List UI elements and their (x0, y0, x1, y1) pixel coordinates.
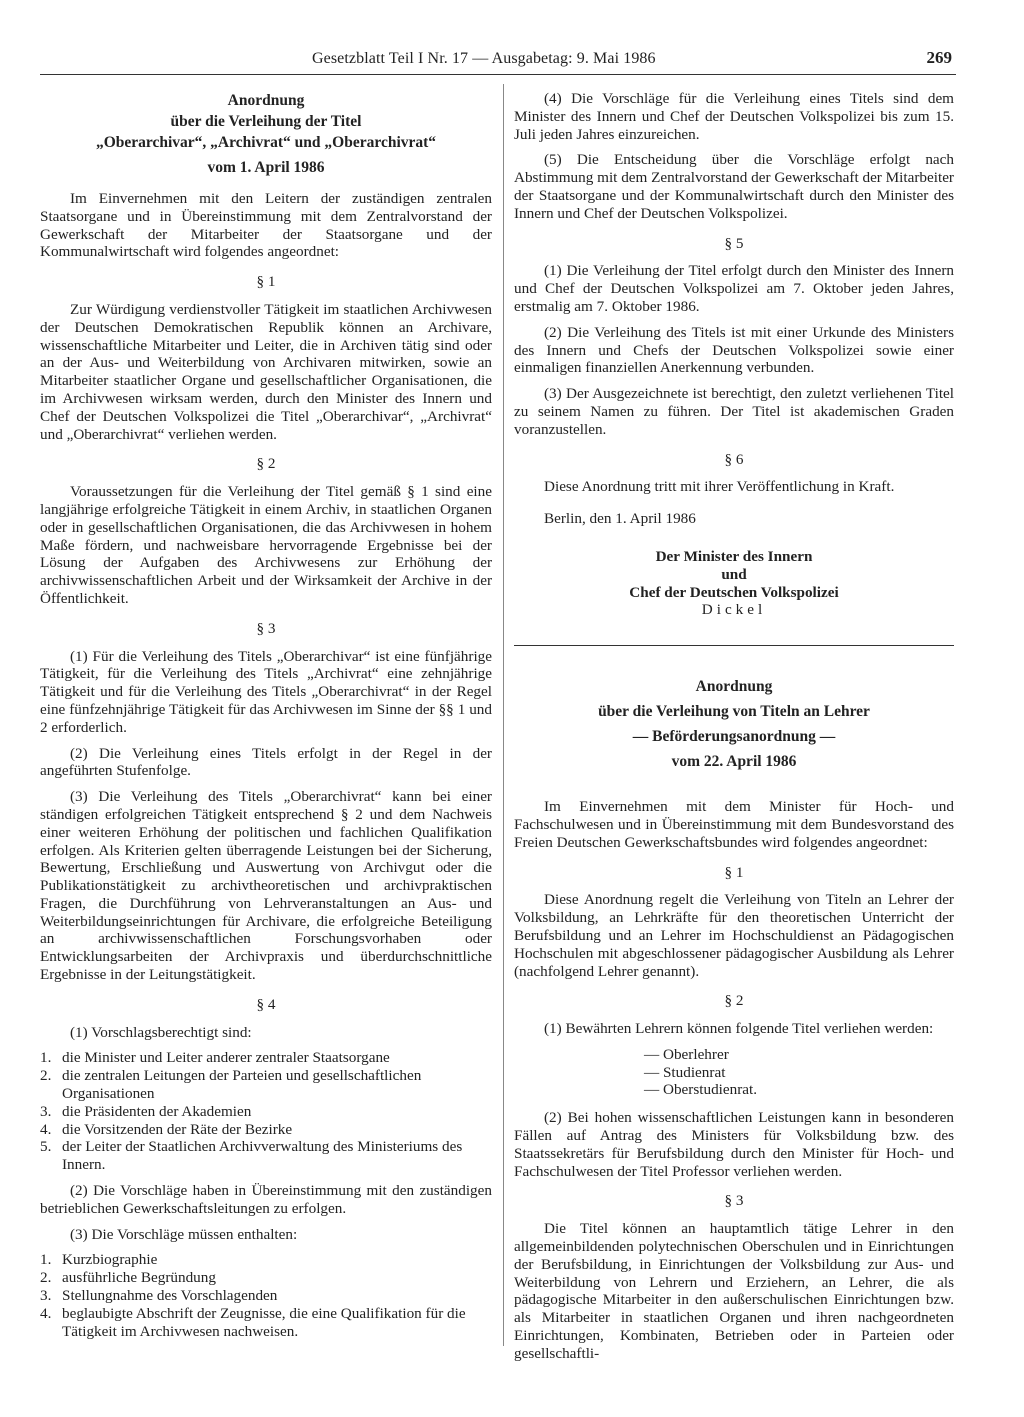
paragraph: (5) Die Entscheidung über die Vorschläge erfolgt nach Abstimmung mit dem Zentralvorstand der Gewerkschaft der Mitarbeiter der Staatsorgane und der Kommunalwirtschaft durch den Minister des Innern und Chef der Deutschen Volkspolizei. (514, 151, 954, 222)
doc2-title-line: — Beförderungsanordnung — (632, 728, 836, 746)
doc2-title-date: vom 22. April 1986 (671, 753, 797, 771)
paragraph: (2) Bei hohen wissenschaftlichen Leistungen kann in besonderen Fällen auf Antrag des Ministers für Volksbildung bzw. des Staatssekretärs für Berufsbildung durch den Minister für Hoch- und Fachschulwesen der Titel Professor verliehen werden. (514, 1109, 954, 1180)
list-item: — Oberlehrer (644, 1046, 954, 1064)
section-text: Voraussetzungen für die Verleihung der Titel gemäß § 1 sind eine langjährige erfolgreiche Tätigkeit in einem Archiv, in staatlichen Organen oder in gesellschaftlichen Organisationen, die das Archivwesen in hohem Maße fördern, und nachweisbare hervorragende Ergebnisse bei der Lösung der Aufgaben des Archivwesens zur Erhöhung der archivwissenschaftlichen Arbeit und der Wirksamkeit der Archive in der Öffentlichkeit. (40, 483, 492, 607)
paragraph: (1) Die Verleihung der Titel erfolgt durch den Minister des Innern und Chef der Deutschen Volkspolizei am 7. Oktober jeden Jahres, erstmalig am 7. Oktober 1986. (514, 262, 954, 315)
titles-list (644, 1046, 954, 1099)
paragraph: (1) Vorschlagsberechtigt sind: (70, 1023, 252, 1041)
doc2-title-line: über die Verleihung von Titeln an Lehrer (598, 703, 870, 721)
header-text: Gesetzblatt Teil I Nr. 17 — Ausgabetag: 9. Mai 1986 (312, 50, 656, 67)
right-column (514, 90, 954, 1371)
signature-line: und (721, 565, 747, 583)
doc1-title-line: Anordnung (227, 92, 305, 109)
doc2-title-line: Anordnung (695, 678, 773, 696)
contents-list (40, 1251, 492, 1340)
list-item: — Oberstudienrat. (644, 1081, 954, 1099)
section-heading: § 5 (724, 234, 744, 252)
document-divider (514, 645, 954, 646)
list-item: 5. der Leiter der Staatlichen Archivverwaltung des Ministeriums des Innern. (40, 1138, 463, 1174)
place-date: Berlin, den 1. April 1986 (544, 510, 696, 528)
section-heading: § 2 (724, 992, 744, 1010)
paragraph: (2) Die Verleihung des Titels ist mit einer Urkunde des Ministers des Innern und Chefs der Deutschen Volkspolizei sowie einer einmaligen finanziellen Anerkennung verbunden. (514, 323, 954, 377)
paragraph: (2) Die Verleihung eines Titels erfolgt in der Regel in der angeführten Stufenfolge. (40, 744, 492, 780)
doc1-title-line: über die Verleihung der Titel (170, 113, 362, 130)
signature-line: Der Minister des Innern (655, 547, 813, 565)
section-text: Die Titel können an hauptamtlich tätige Lehrer in den allgemeinbildenden polytechnischen Oberschulen und in Einrichtungen der Berufsbildung, in Einrichtungen der Volksbildung zur Aus- und Weiterbildung von Lehrern und Erziehern, an Lehrer, die als pädagogische Mitarbeiter in den außerschulischen Einrichtungen bzw. als Mitarbeiter in staatlichen Organen und ihren nachgeordneten Einrichtungen, Kombinaten, Betrieben oder in Parteien oder gesellschaftli- (514, 1220, 954, 1362)
section-heading: § 1 (256, 273, 276, 291)
paragraph: (3) Der Ausgezeichnete ist berechtigt, den zuletzt verliehenen Titel zu seinem Namen zu führen. Der Titel ist akademischen Graden voranzustellen. (514, 385, 954, 438)
list-item: 2. ausführliche Begründung (40, 1269, 216, 1287)
section-text: Diese Anordnung tritt mit ihrer Veröffentlichung in Kraft. (544, 478, 895, 496)
section-heading: § 3 (256, 619, 276, 637)
signature-name: Dickel (701, 601, 767, 619)
proposers-list (40, 1049, 492, 1174)
left-column (40, 90, 492, 1348)
paragraph: (1) Bewährten Lehrern können folgende Titel verliehen werden: (544, 1020, 934, 1038)
page-number: 269 (926, 48, 952, 67)
list-item: — Studienrat (644, 1064, 954, 1082)
section-heading: § 3 (724, 1192, 744, 1210)
list-item: 2. die zentralen Leitungen der Parteien und gesellschaftlichen Organisationen (40, 1067, 422, 1103)
paragraph: (1) Für die Verleihung des Titels „Oberarchivar“ ist eine fünfjährige Tätigkeit, für die Verleihung des Titels „Archivrat“ eine zehnjährige Tätigkeit und für die Verleihung des Titels „Oberarchivrat“ in der Regel eine fünfzehnjährige Tätigkeit für das Archivwesen im Sinne der §§ 1 und 2 erforderlich. (40, 647, 492, 736)
list-item: 1. die Minister und Leiter anderer zentraler Staatsorgane (40, 1049, 390, 1067)
signature-line: Chef der Deutschen Volkspolizei (629, 583, 839, 601)
signature-block (514, 548, 954, 619)
list-item: 4. die Vorsitzenden der Räte der Bezirke (40, 1120, 293, 1138)
paragraph: (3) Die Verleihung des Titels „Oberarchivrat“ kann bei einer ständigen erfolgreichen Tätigkeit entsprechend § 2 und dem Nachweis einer weiteren Erhöhung der politischen und fachlichen Qualifikation erfolgen. Als Kriterien gelten überragende Leistungen bei der Sicherung, Bewertung, Erschließung und Auswertung von Archivgut oder die Publikationstätigkeit zu archivtheoretischen und archivpraktischen Fragen, die Durchführung von Lehrveranstaltungen an Aus- und Weiterbildungseinrichtungen für Archivare, die erfolgreiche Beteiligung an archivwissenschaftlichen Forschungsvorhaben oder Entwicklungsarbeiten der Archivpraxis und überdurchschnittliche Ergebnisse in der Leitungstätigkeit. (40, 788, 492, 984)
doc1-title (40, 90, 492, 178)
section-heading: § 1 (724, 863, 744, 881)
paragraph: (2) Die Vorschläge haben in Übereinstimmung mit den zuständigen betrieblichen Gewerkschaftsleitungen zu erfolgen. (40, 1182, 492, 1217)
section-text: Diese Anordnung regelt die Verleihung von Titeln an Lehrer der Volksbildung, an Lehrkräfte für den theoretischen Unterricht der Berufsbildung und an Lehrer im Hochschuldienst an Pädagogischen Hochschulen mit abgeschlossener pädagogischer Ausbildung als Lehrer (nachfolgend Lehrer genannt). (514, 891, 954, 980)
section-heading: § 2 (256, 455, 276, 473)
doc1-preamble: Im Einvernehmen mit den Leitern der zuständigen zentralen Staatsorgane und in Übereinstimmung mit dem Zentralvorstand der Gewerkschaft der Mitarbeiter der Staatsorgane und der Kommunalwirtschaft wird folgendes angeordnet: (40, 190, 492, 261)
doc2-preamble: Im Einvernehmen mit dem Minister für Hoch- und Fachschulwesen und in Übereinstimmung mit dem Bundesvorstand des Freien Deutschen Gewerkschaftsbundes wird folgendes angeordnet: (514, 798, 954, 851)
list-item: 1. Kurzbiographie (40, 1251, 158, 1269)
section-text: Zur Würdigung verdienstvoller Tätigkeit im staatlichen Archivwesen der Deutschen Demokratischen Republik können an Archivare, wissenschaftliche Mitarbeiter und Leiter, die in Archiven tätig sind oder an der Aus- und Weiterbildung von Archivaren mitwirken, sowie an Mitarbeiter staatlicher Organe und gesellschaftlicher Organisationen, die im Archivwesen wirksam werden, durch den Minister des Innern und Chef der Deutschen Volkspolizei die Titel „Oberarchivar“, „Archivrat“ und „Oberarchivrat“ verliehen werden. (40, 300, 492, 443)
paragraph: (3) Die Vorschläge müssen enthalten: (70, 1225, 298, 1243)
section-heading: § 4 (256, 995, 276, 1013)
page-header (40, 44, 956, 75)
list-item: 4. beglaubigte Abschrift der Zeugnisse, die eine Qualifikation für die Tätigkeit im Archivwesen nachweisen. (40, 1304, 466, 1340)
list-item: 3. Stellungnahme des Vorschlagenden (40, 1287, 278, 1305)
paragraph: (4) Die Vorschläge für die Verleihung eines Titels sind dem Minister des Innern und Chef der Deutschen Volkspolizei bis zum 15. Juli jeden Jahres einzureichen. (514, 90, 954, 143)
list-item: 3. die Präsidenten der Akademien (40, 1102, 252, 1120)
doc1-title-date: vom 1. April 1986 (207, 159, 325, 176)
section-heading: § 6 (724, 450, 744, 468)
doc1-title-line: „Oberarchivar“, „Archivrat“ und „Oberarchivrat“ (95, 134, 437, 151)
column-divider (503, 84, 504, 1346)
doc2-title (514, 676, 954, 772)
